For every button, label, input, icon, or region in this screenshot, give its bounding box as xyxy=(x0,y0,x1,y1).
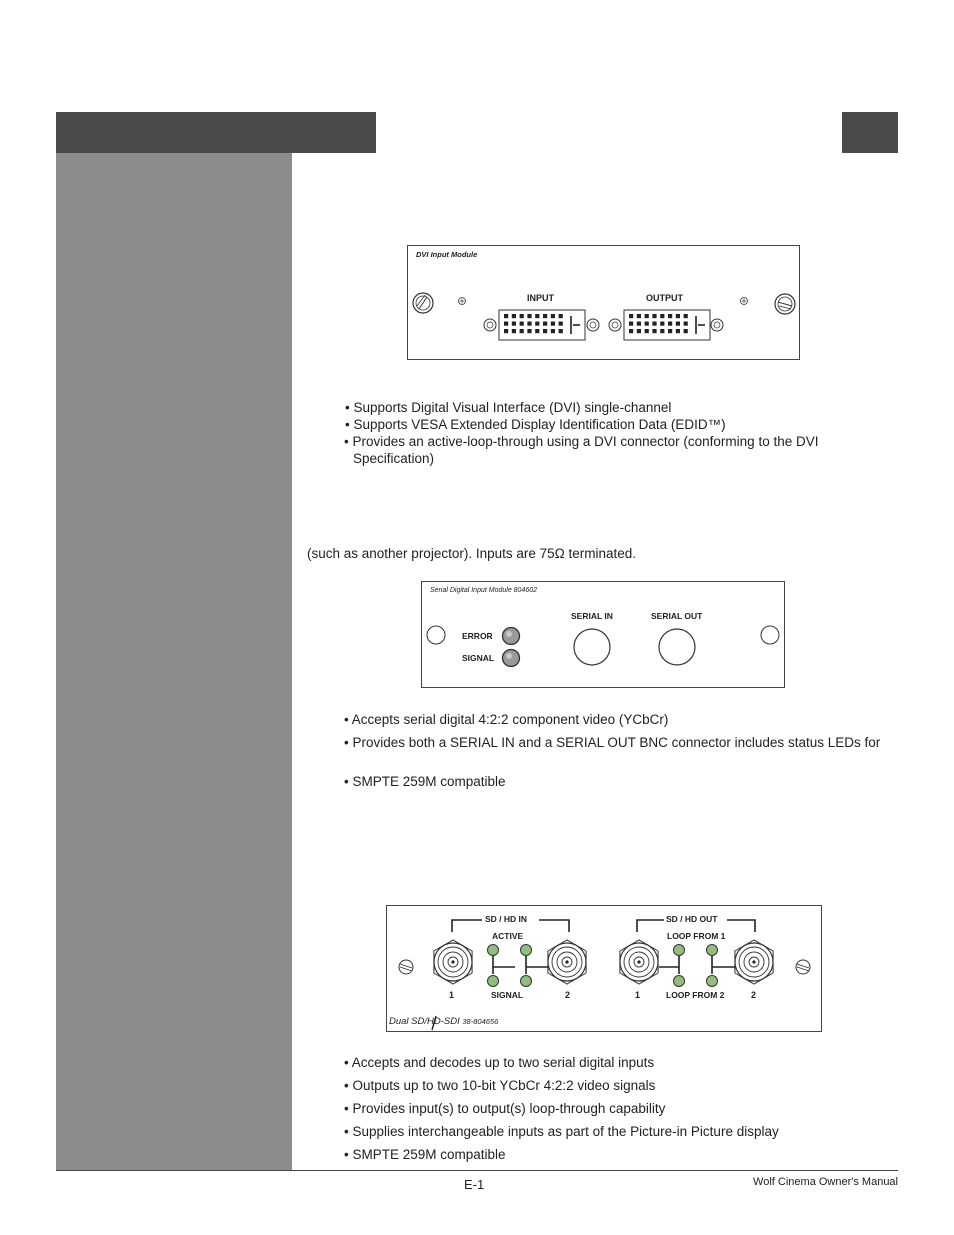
dvi-pin xyxy=(629,329,633,333)
sdi-module-caption: Serial Digital Input Module 804602 xyxy=(430,587,538,594)
dual-active-label: ACTIVE xyxy=(492,931,524,941)
sdi-module-illustration xyxy=(421,581,785,688)
dual-module-caption-part: 38-804656 xyxy=(462,1017,499,1026)
dual-out-num-1: 1 xyxy=(635,990,641,1000)
header-bar-left xyxy=(56,112,376,153)
list-item: • Outputs up to two 10-bit YCbCr 4:2:2 video signals xyxy=(344,1078,656,1093)
list-item: • Accepts serial digital 4:2:2 component video (YCbCr) xyxy=(344,712,669,727)
dvi-pin xyxy=(676,314,680,318)
footer-rule xyxy=(56,1170,898,1171)
page-number: E-1 xyxy=(464,1177,485,1192)
dvi-pin xyxy=(629,322,633,326)
list-item: • SMPTE 259M compatible xyxy=(344,1147,506,1162)
dvi-pin xyxy=(520,329,524,333)
dual-out-label: SD / HD OUT xyxy=(666,914,718,924)
dual-out-num-2: 2 xyxy=(751,990,757,1000)
mount-hole-left-icon xyxy=(427,626,445,644)
serial-out-connector-icon xyxy=(659,629,695,665)
thumbscrew-right-icon xyxy=(775,294,795,314)
dvi-pin xyxy=(543,314,547,318)
dvi-pin xyxy=(527,314,531,318)
list-item: • Supports VESA Extended Display Identification Data (EDID™) xyxy=(345,417,726,432)
dvi-pin xyxy=(645,314,649,318)
list-item: • Supplies interchangeable inputs as part of the Picture-in Picture display xyxy=(344,1124,779,1139)
dvi-pin xyxy=(535,329,539,333)
dual-signal-label: SIGNAL xyxy=(491,990,524,1000)
list-item: • SMPTE 259M compatible xyxy=(344,774,506,789)
dvi-pin xyxy=(652,314,656,318)
active-led-1-icon xyxy=(488,945,499,956)
dvi-pin xyxy=(512,322,516,326)
signal-led-2-icon xyxy=(521,976,532,987)
dvi-pin xyxy=(559,329,563,333)
active-led-2-icon xyxy=(521,945,532,956)
dvi-pin xyxy=(535,314,539,318)
dvi-pin xyxy=(668,314,672,318)
dvi-output-connector-icon xyxy=(609,310,723,340)
sdi-serial-in-label: SERIAL IN xyxy=(571,611,613,621)
sdi-signal-label: SIGNAL xyxy=(462,653,495,663)
loop-led-2-icon xyxy=(707,945,718,956)
screw-right-icon xyxy=(796,960,810,974)
dual-sdi-module-illustration xyxy=(386,905,822,1032)
dual-loop-from-1-label: LOOP FROM 1 xyxy=(667,931,726,941)
sidebar-panel xyxy=(56,153,292,1170)
list-item: • Supports Digital Visual Interface (DVI) single-channel xyxy=(345,400,672,415)
dvi-pin xyxy=(660,329,664,333)
loop-led-4-icon xyxy=(707,976,718,987)
mount-hole-right-icon xyxy=(761,626,779,644)
dvi-pin xyxy=(551,329,555,333)
header-bar-right xyxy=(842,112,898,153)
dvi-pin xyxy=(660,314,664,318)
dvi-pin xyxy=(652,329,656,333)
dvi-pin xyxy=(637,329,641,333)
dvi-pin xyxy=(684,314,688,318)
dvi-pin xyxy=(676,322,680,326)
dvi-input-label: INPUT xyxy=(527,293,554,303)
dvi-output-label: OUTPUT xyxy=(646,293,683,303)
dvi-pin xyxy=(527,322,531,326)
dvi-pin xyxy=(637,322,641,326)
dual-loop-from-2-label: LOOP FROM 2 xyxy=(666,990,725,1000)
dvi-pin xyxy=(652,322,656,326)
list-item: • Provides input(s) to output(s) loop-through capability xyxy=(344,1101,666,1116)
dvi-pin xyxy=(504,329,508,333)
dvi-pin xyxy=(543,322,547,326)
serial-in-connector-icon xyxy=(574,629,610,665)
dvi-pin xyxy=(535,322,539,326)
dvi-pin xyxy=(676,329,680,333)
screw-left-icon xyxy=(459,298,466,305)
dvi-pin xyxy=(637,314,641,318)
dvi-pin xyxy=(684,322,688,326)
dvi-pin xyxy=(684,329,688,333)
dual-in-label: SD / HD IN xyxy=(485,914,528,924)
dvi-pin xyxy=(512,329,516,333)
dvi-pin xyxy=(559,314,563,318)
dvi-pin xyxy=(551,322,555,326)
dvi-pin xyxy=(629,314,633,318)
loop-led-3-icon xyxy=(674,976,685,987)
dual-in-num-1: 1 xyxy=(449,990,455,1000)
sdi-intro-text: (such as another projector). Inputs are 75Ω terminated. xyxy=(307,546,637,561)
dvi-pin xyxy=(645,322,649,326)
signal-led-1-icon xyxy=(488,976,499,987)
dvi-pin xyxy=(551,314,555,318)
dvi-module-caption: DVI Input Module xyxy=(416,250,478,259)
list-item: • Provides an active-loop-through using a DVI connector (conforming to the DVI xyxy=(344,434,819,449)
dual-in-num-2: 2 xyxy=(565,990,571,1000)
dvi-pin xyxy=(527,329,531,333)
dvi-pin xyxy=(645,329,649,333)
bnc-in-2-icon xyxy=(548,940,586,984)
dvi-input-connector-icon xyxy=(484,310,599,340)
list-item: Specification) xyxy=(353,451,435,466)
dvi-module-illustration xyxy=(407,245,800,360)
loop-led-1-icon xyxy=(674,945,685,956)
bnc-in-1-icon xyxy=(434,940,472,984)
dvi-pin xyxy=(660,322,664,326)
screw-right-icon xyxy=(741,298,748,305)
dvi-pin xyxy=(559,322,563,326)
bnc-out-1-icon xyxy=(620,940,658,984)
dvi-pin xyxy=(520,314,524,318)
dvi-pin xyxy=(512,314,516,318)
manual-title: Wolf Cinema Owner's Manual xyxy=(753,1176,898,1188)
dvi-pin xyxy=(668,322,672,326)
dual-module-caption-main: Dual SD/HD-SDI xyxy=(389,1016,460,1027)
sdi-error-label: ERROR xyxy=(462,631,493,641)
dvi-pin xyxy=(520,322,524,326)
sdi-serial-out-label: SERIAL OUT xyxy=(651,611,703,621)
dual-module-caption xyxy=(389,1016,498,1027)
thumbscrew-left-icon xyxy=(413,293,433,313)
list-item: • Accepts and decodes up to two serial digital inputs xyxy=(344,1055,655,1070)
dvi-pin xyxy=(504,314,508,318)
dvi-pin xyxy=(543,329,547,333)
dvi-pin xyxy=(668,329,672,333)
list-item: • Provides both a SERIAL IN and a SERIAL OUT BNC connector includes status LEDs for xyxy=(344,735,881,750)
bnc-out-2-icon xyxy=(735,940,773,984)
screw-left-icon xyxy=(399,960,413,974)
dvi-pin xyxy=(504,322,508,326)
